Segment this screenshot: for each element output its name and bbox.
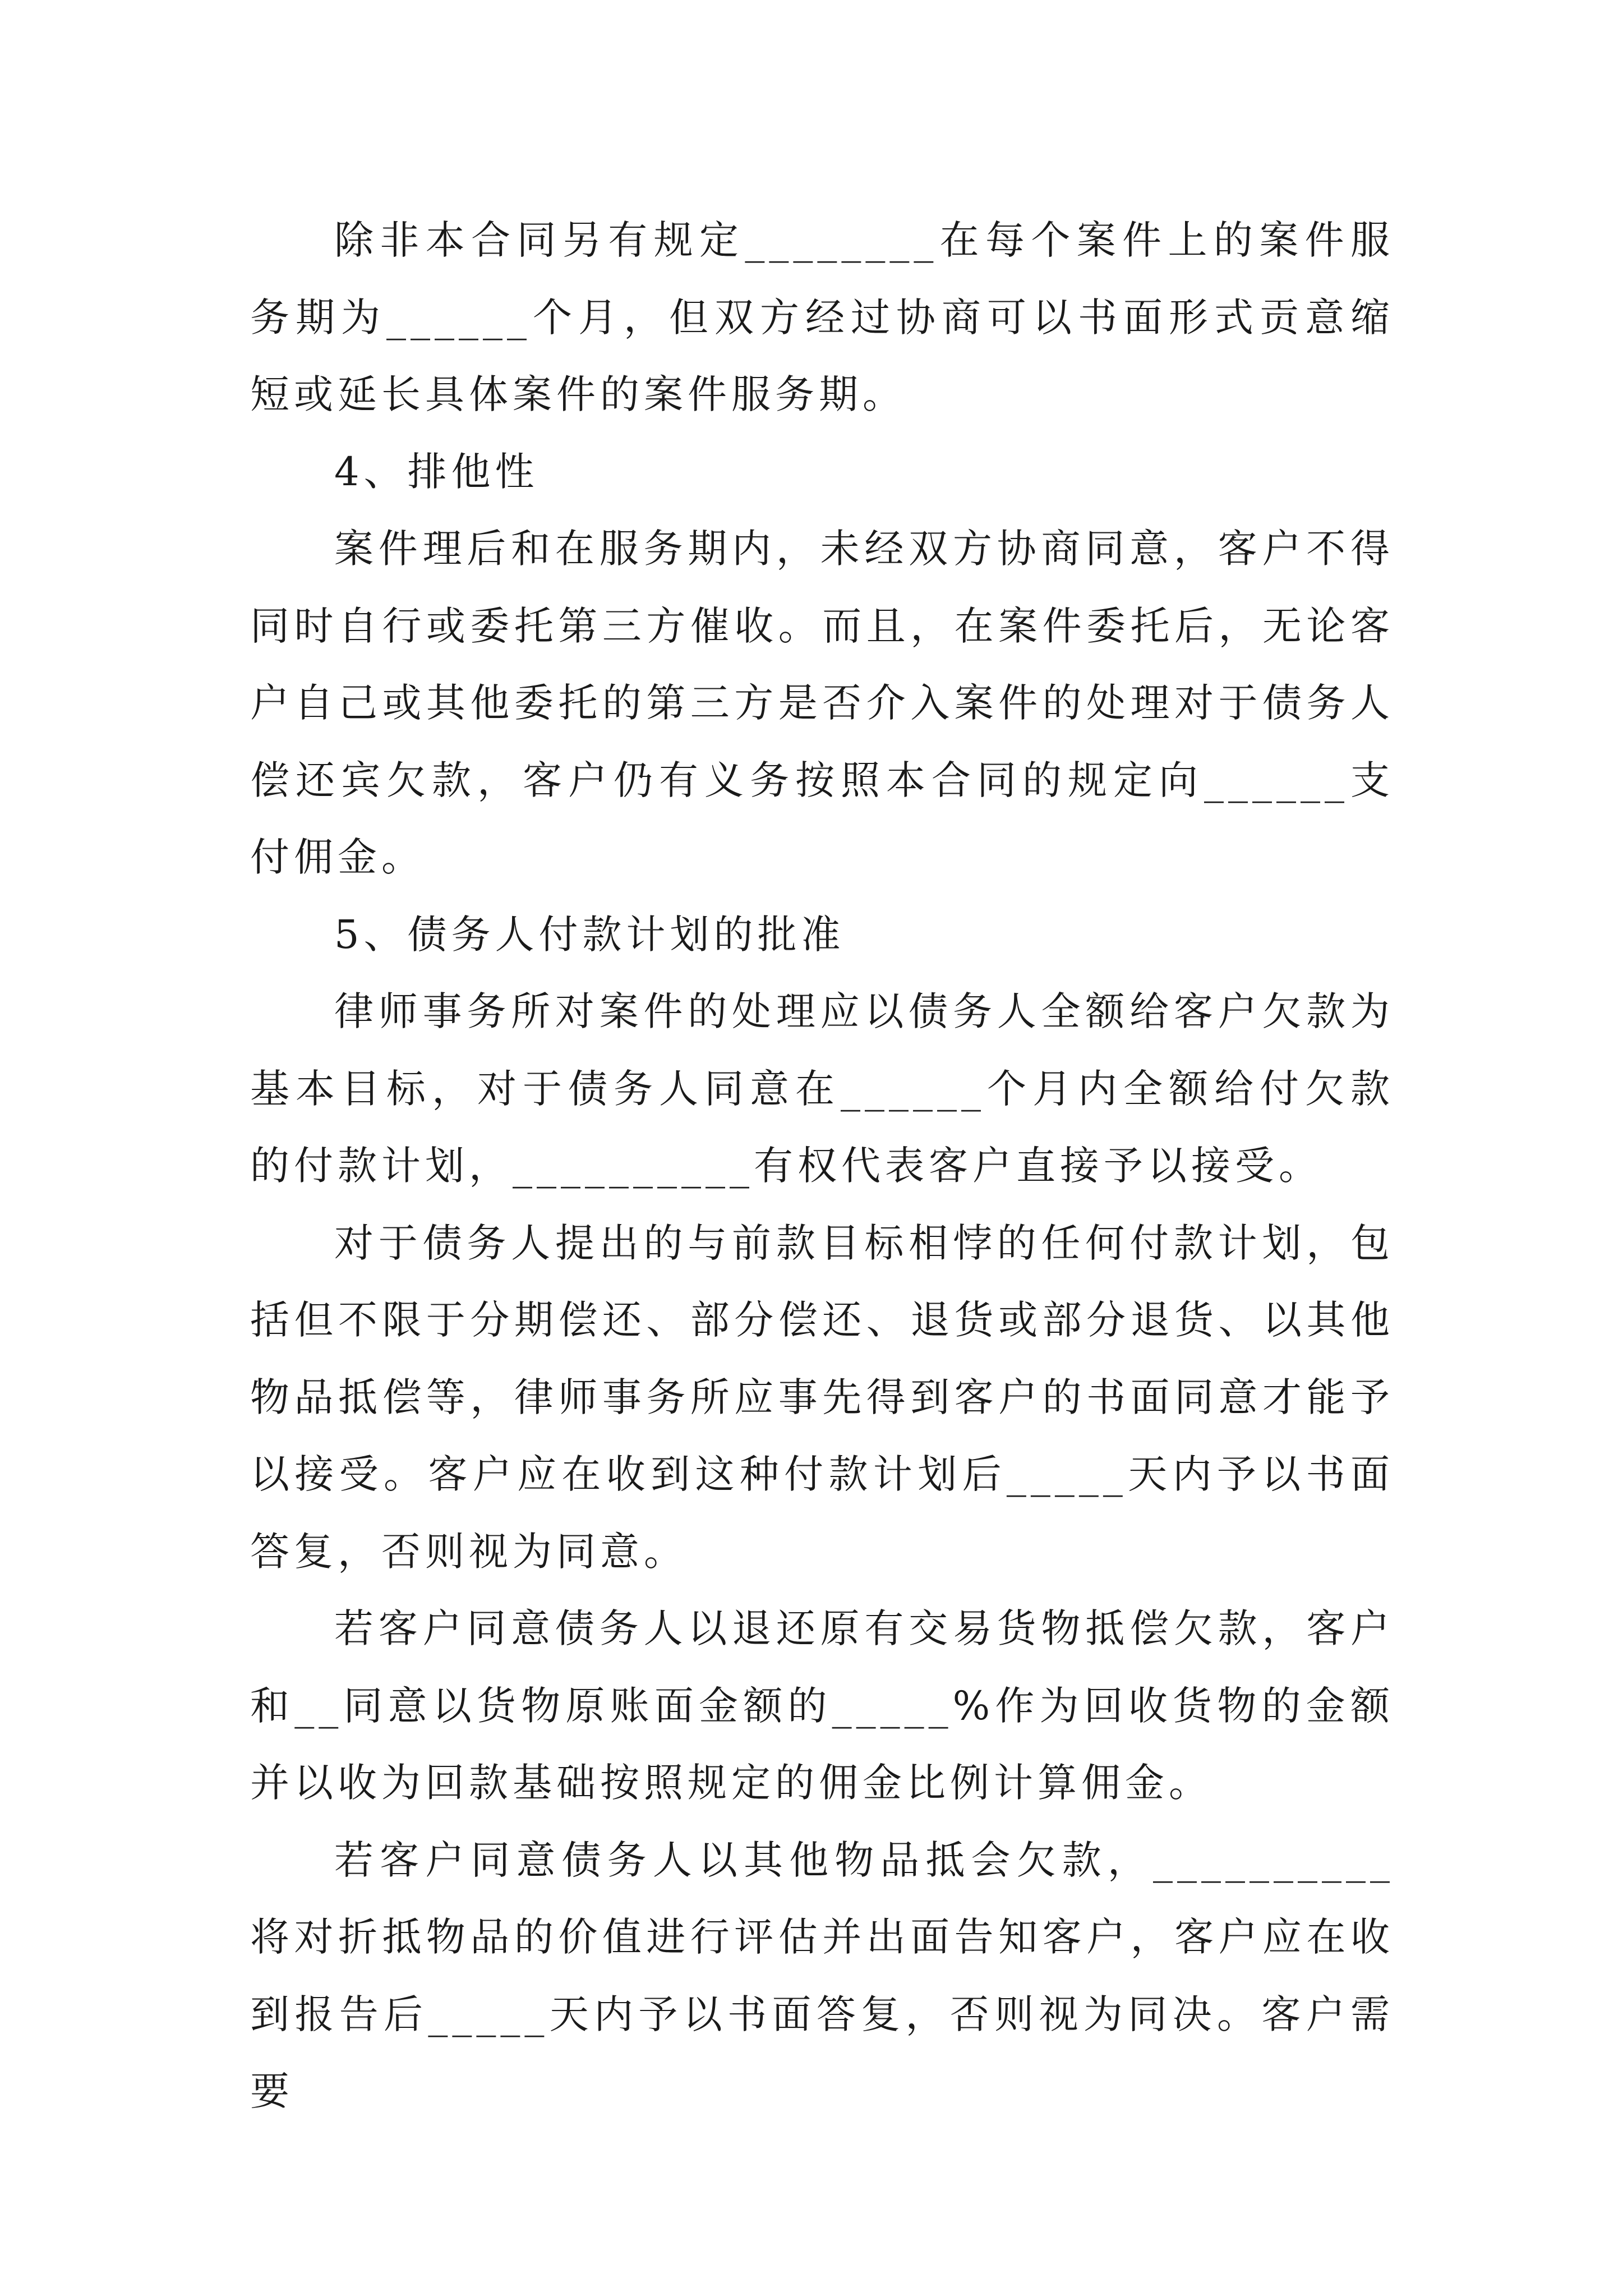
paragraph-goods-return: 若客户同意债务人以退还原有交易货物抵偿欠款，客户和__同意以货物原账面金额的_____%作为回收货物的金额并以收为回款基础按照规定的佣金比例计算佣金。 [250, 1605, 1394, 1806]
paragraph-exclusivity: 案件理后和在服务期内，未经双方协商同意，客户不得同时自行或委托第三方催收。而且，在案件委托后，无论客户自己或其他委托的第三方是否介入案件的处理对于债务人偿还宾欠款，客户仍有义务按照本合同的规定向______支付佣金。 [250, 526, 1394, 880]
section-heading-exclusivity: 4、排他性 [334, 448, 539, 495]
section-heading-payment-plan-approval: 5、债务人付款计划的批准 [334, 911, 845, 958]
paragraph-other-goods-offset: 若客户同意债务人以其他物品抵会欠款，__________将对折抵物品的价值进行评估并出面告知客户，客户应在收到报告后_____天内予以书面答复，否则视为同决。客户需要 [250, 1837, 1394, 2114]
paragraph-payment-plan-goal: 律师事务所对案件的处理应以债务人全额给客户欠款为基本目标，对于债务人同意在______个月内全额给付欠款的付款计划，__________有权代表客户直接予以接受。 [250, 988, 1394, 1189]
document-body [250, 202, 1394, 2131]
paragraph-payment-plan-consent: 对于债务人提出的与前款目标相悖的任何付款计划，包括但不限于分期偿还、部分偿还、退货或部分退货、以其他物品抵偿等，律师事务所应事先得到客户的书面同意才能予以接受。客户应在收到这种付款计划后_____天内予以书面答复，否则视为同意。 [250, 1220, 1394, 1575]
paragraph-service-period: 除非本合同另有规定________在每个案件上的案件服务期为______个月，但双方经过协商可以书面形式贡意缩短或延长具体案件的案件服务期。 [250, 217, 1394, 417]
